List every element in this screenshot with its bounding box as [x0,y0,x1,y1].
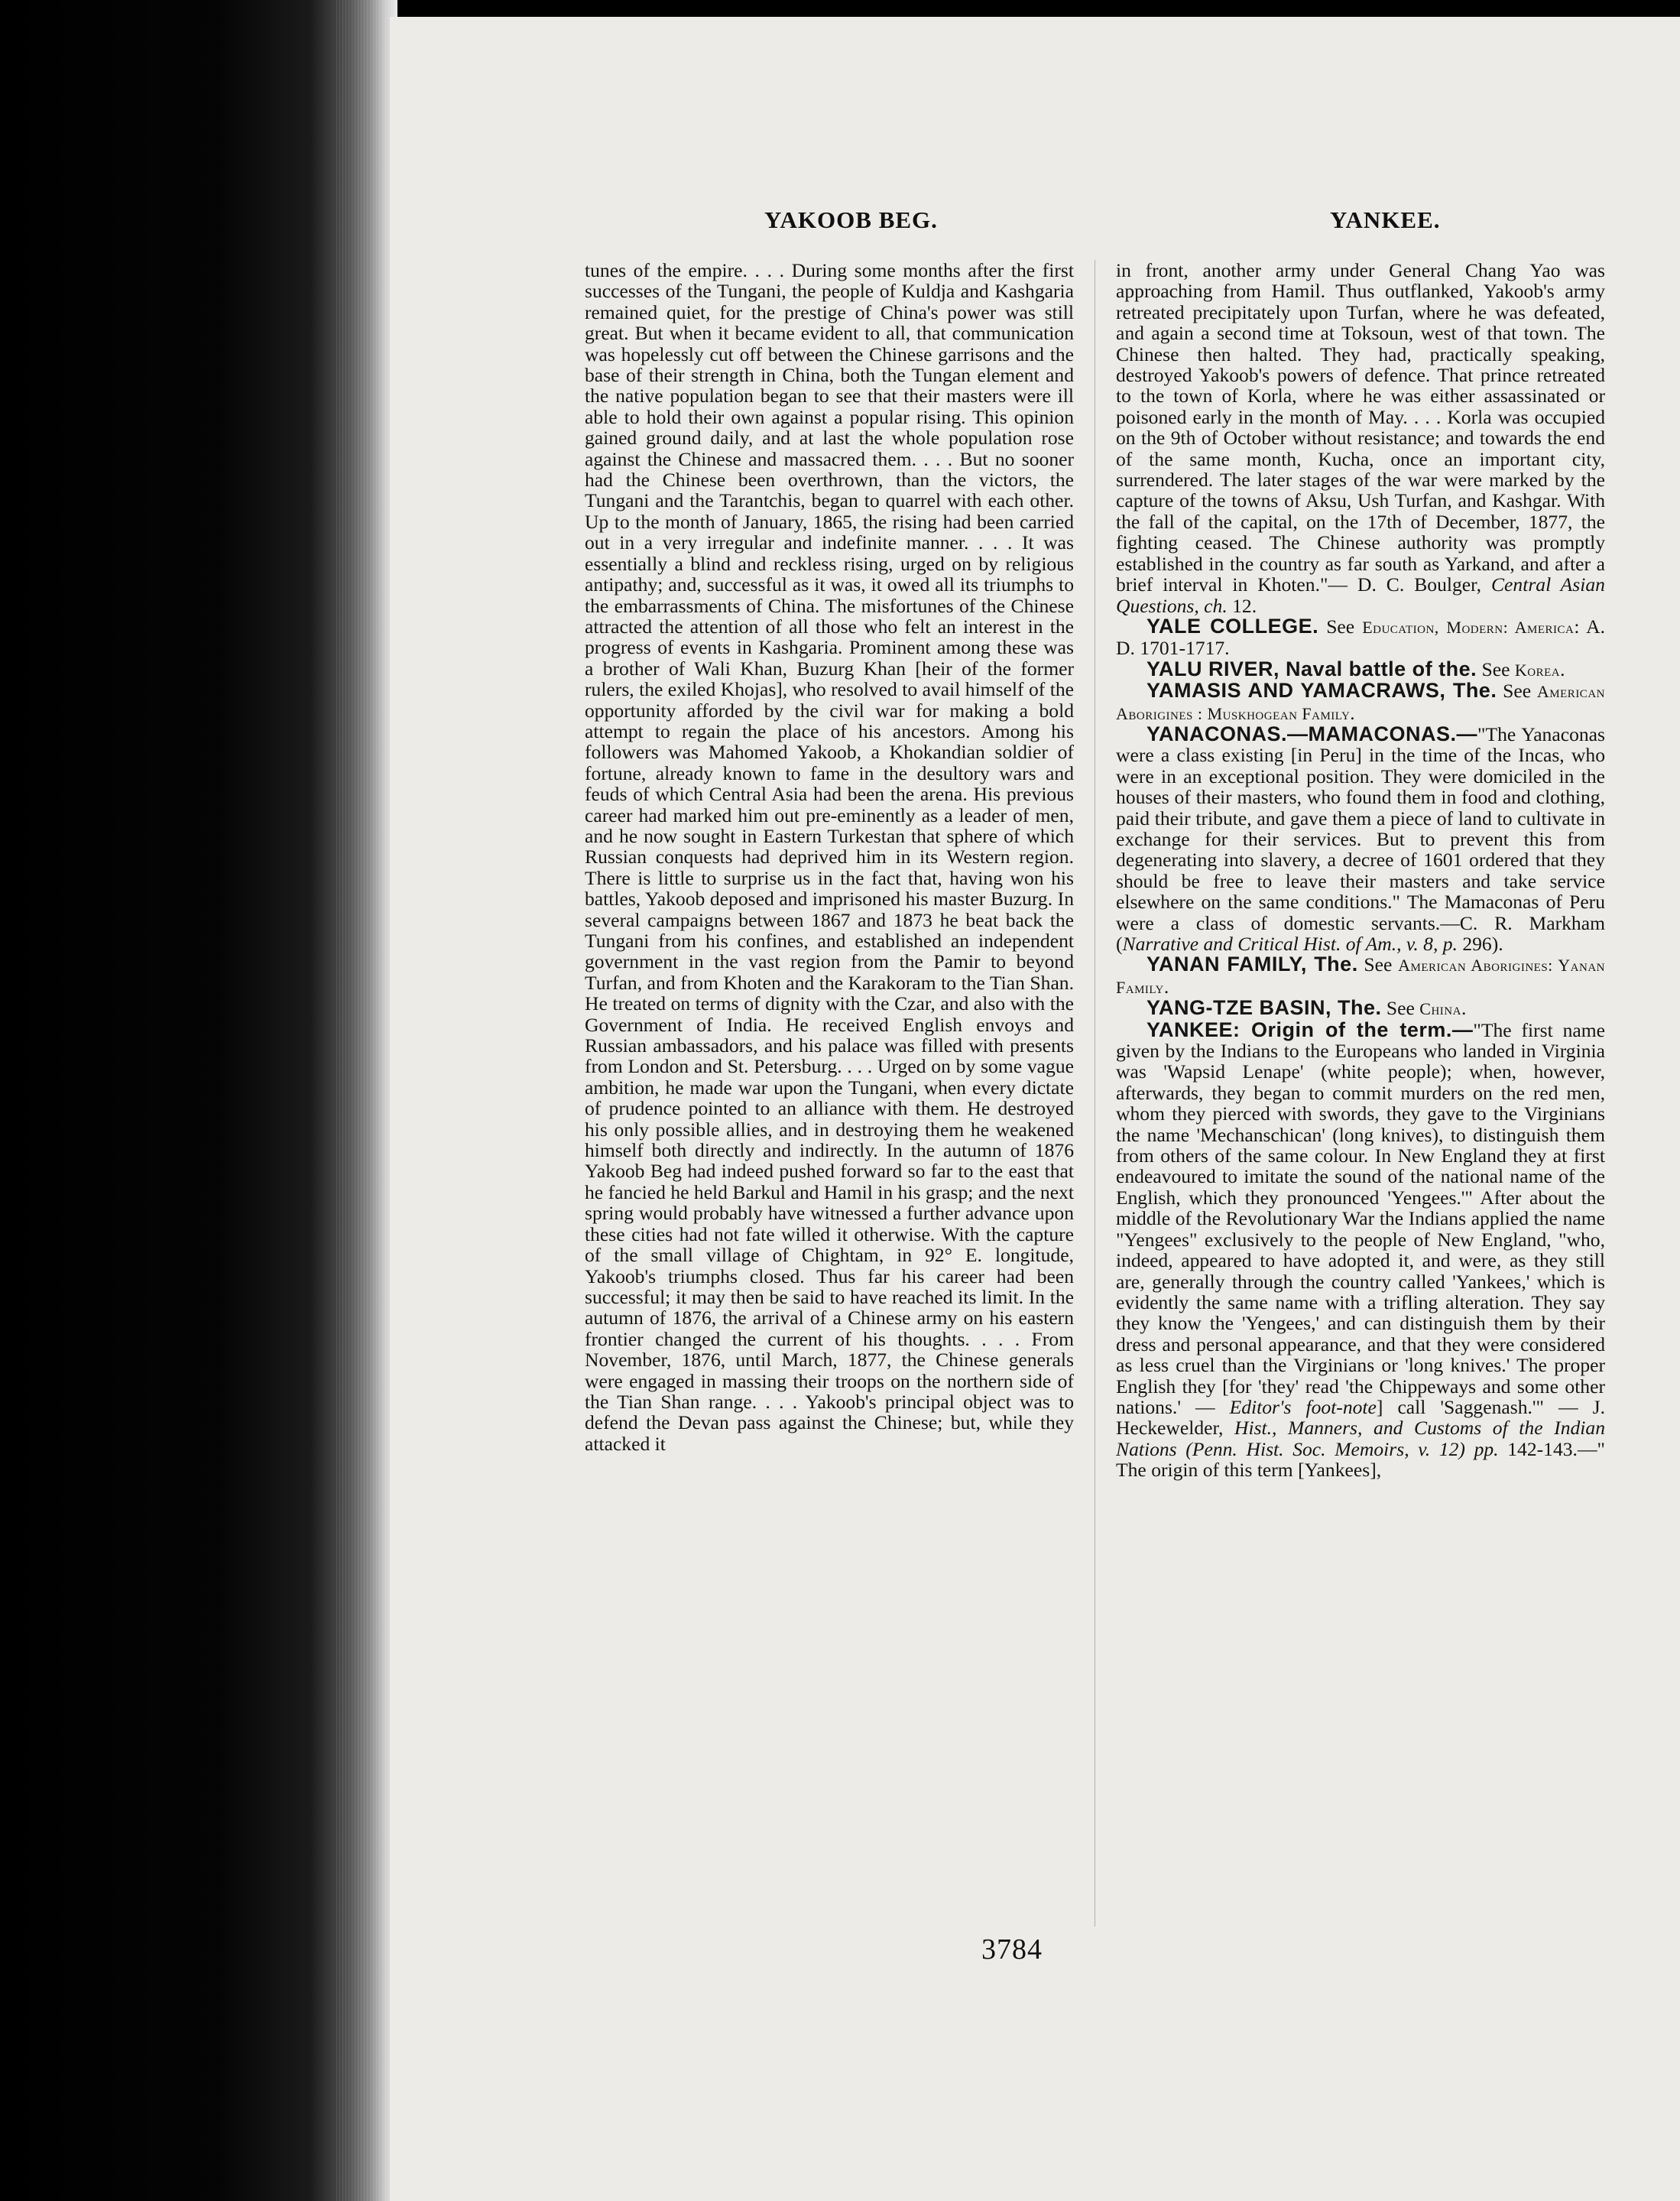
entry-text-continued: ] call 'Saggenash.'" — J. Heckewelder, [1116,1395,1605,1440]
cross-reference: Korea [1514,660,1561,680]
entry-text: "The first name given by the Indians to the Europeans who landed in Virginia was 'Wapsid Lenape' (white people); when, however, afterwards, they began to commit murders on the red men, whom they pierced with swords, they gave to the Virginians the name 'Mechanschican' (long knives), to distinguish them from others of the same colour. In New England they at first endeavoured to imitate the sound of the national name of the English, which they pronounced 'Yengees.'" After about the middle of the Revolutionary War the Indians applied the name "Yengees" exclusively to the people of New England, "who, indeed, appeared to have adopted it, and were, as they still are, generally through the country called 'Yankees,' which is evidently the same name with a trifling alteration. They say they know the 'Yengees,' and can distinguish them by their dress and personal appearance, and that they were considered as less cruel than the Virginians or 'long knives.' The proper English they [for 'they' read 'the Chippeways and some other nations.' — [1116,1018,1605,1418]
boulger-chapter: 12. [1227,594,1257,617]
right-column [1116,260,1605,1934]
book-page [390,17,1680,2201]
running-head-left: YAKOOB BEG. [764,206,938,233]
cross-reference-tail: . [1350,701,1355,724]
yakoob-beg-conclusion [1116,260,1605,616]
entry-yankee [1116,1020,1605,1481]
see-text: See [1381,997,1420,1020]
editor-footnote-citation: Editor's foot-note [1229,1395,1377,1418]
see-text: See [1318,615,1363,638]
see-text: See [1497,680,1537,703]
entry-heading: YALE COLLEGE. [1146,614,1319,638]
entry-text: "The Yanaconas were a class existing [in Peru] in the time of the Incas, who were in an exceptional position. They were domiciled in the houses of their masters, who found them in food and clothing, paid their tribute, and gave them a piece of land to cultivate in exchange for their services. But to prevent this from degenerating into slavery, a decree of 1601 ordered that they should be free to leave their masters and take service elsewhere on the same conditions." The Mamaconas of Peru were a class of domestic servants.—C. R. Markham ( [1116,722,1605,955]
see-text: See [1357,953,1399,976]
entry-yale-college [1116,616,1605,659]
boulger-quote: in front, another army under General Chang Yao was approaching from Hamil. Thus outflanked, Yakoob's army retreated precipitately upon Turfan, where he was defeated, and again a second time at Toksoun, west of that town. The Chinese then halted. They had, practically speaking, destroyed Yakoob's powers of defence. That prince retreated to the town of Korla, where he was either assassinated or poisoned early in the month of May. . . . Korla was occupied on the 9th of October without resistance; and towards the end of the same month, Kucha, once an important city, surrendered. The later stages of the war were marked by the capture of the towns of Aksu, Ush Turfan, and Kashgar. With the fall of the capital, on the 17th of December, 1877, the fighting ceased. The Chinese authority was promptly established in the country as far south as Yarkand, and after a brief interval in Khoten."— D. C. Boulger, [1116,260,1605,596]
left-column [585,260,1074,1934]
boulger-citation: Central Asian Questions, ch. [1116,573,1605,617]
entry-heading: YANKEE: Origin of the term.— [1146,1018,1474,1041]
entry-yanan-family [1116,954,1605,998]
entry-yamasis [1116,680,1605,724]
markham-citation: Narrative and Critical Hist. of Am., v. 8, p. [1122,933,1458,955]
cross-reference-tail: : A. D. 1701-1717. [1116,615,1605,660]
markham-page: 296). [1457,933,1503,955]
entry-heading: YAMASIS AND YAMACRAWS, The. [1146,679,1497,703]
running-head-right: YANKEE. [1330,206,1441,233]
page-edge-lines [336,0,397,2201]
cross-reference-tail: . [1461,997,1467,1020]
entry-text-end: 142-143.—" The origin of this term [Yankees], [1116,1437,1605,1482]
entry-heading: YANACONAS.—MAMACONAS.— [1146,722,1478,745]
entry-yanaconas [1116,724,1605,954]
cross-reference-tail: . [1560,657,1565,680]
entry-yalu-river [1116,659,1605,680]
entry-yang-tze-basin [1116,998,1605,1019]
entry-heading: YANG-TZE BASIN, The. [1146,996,1382,1020]
entry-heading: YALU RIVER, Naval battle of the. [1146,657,1477,680]
see-text: See [1477,657,1515,680]
page-number: 3784 [981,1933,1043,1966]
cross-reference: American Aborigines: Yanan Family [1116,956,1605,997]
yakoob-beg-continuation: tunes of the empire. . . . During some months after the first successes of the Tungani, the people of Kuldja and Kashgaria remained quiet, for the prestige of China's power was still great. But when it became evident to all, that communication was hopelessly cut off between the Chinese garrisons and the base of their strength in China, both the Tungan element and the native population began to see that their masters were ill able to hold their own against a popular rising. This opinion gained ground daily, and at last the whole population rose against the Chinese and massacred them. . . . But no sooner had the Chinese been overthrown, than the victors, the Tungani and the Tarantchis, began to quarrel with each other. Up to the month of January, 1865, the rising had been carried out in a very irregular and indefinite manner. . . . It was essentially a blind and reckless rising, urged on by religious antipathy; and, successful as it was, it owed all its triumphs to the embarrassments of China. The misfortunes of the Chinese attracted the attention of all those who felt an interest in the progress of events in Kashgaria. Prominent among these was a brother of Wali Khan, Buzurg Khan [heir of the former rulers, the exiled Khojas], who resolved to avail himself of the opportunity afforded by the civil war for making a bold attempt to regain the place of his ancestors. Among his followers was Mahomed Yakoob, a Khokandian soldier of fortune, already known to fame in the desultory wars and feuds of which Central Asia had been the arena. His previous career had marked him out pre-eminently as a leader of men, and he now sought in Eastern Turkestan that sphere of which Russian conquests had deprived him in its Western region. There is little to surprise us in the fact that, having won his battles, Yakoob deposed and imprisoned his master Buzurg. In several campaigns between 1867 and 1873 he beat back the Tungani from his confines, and established an independent government in the vast region from the Pamir to beyond Turfan, and from Khoten and the Karakoram to the Tian Shan. He treated on terms of dignity with the Czar, and also with the Government of India. He received English envoys and Russian ambassadors, and his palace was filled with presents from London and St. Petersburg. . . . Urged on by some vague ambition, he made war upon the Tungani, when every dictate of prudence pointed to an alliance with them. He destroyed his only possible allies, and in destroying them he weakened himself both directly and indirectly. In the autumn of 1876 Yakoob Beg had indeed pushed forward so far to the east that he fancied he held Barkul and Hamil in his grasp; and the next spring would probably have witnessed a further advance upon these cities had not fate willed it otherwise. With the capture of the small village of Chightam, in 92° E. longitude, Yakoob's triumphs closed. Thus far his career had been successful; it may then be said to have reached its limit. In the autumn of 1876, the arrival of a Chinese army on his eastern frontier changed the current of his thoughts. . . . From November, 1876, until March, 1877, the Chinese generals were engaged in massing their troops on the northern side of the Tian Shan range. . . . Yakoob's principal object was to defend the Devan pass against the Chinese; but, while they attacked it [585,260,1074,1455]
cross-reference: China [1419,999,1461,1019]
entry-heading: YANAN FAMILY, The. [1146,953,1358,976]
cross-reference: Education, Modern: America [1362,617,1575,637]
cross-reference-tail: . [1163,975,1169,998]
heckewelder-citation: Hist., Manners, and Customs of the Indian Nations (Penn. Hist. Soc. Memoirs, v. 12) pp. [1116,1417,1605,1460]
cross-reference: American Aborigines : Muskhogean Family [1116,682,1605,723]
